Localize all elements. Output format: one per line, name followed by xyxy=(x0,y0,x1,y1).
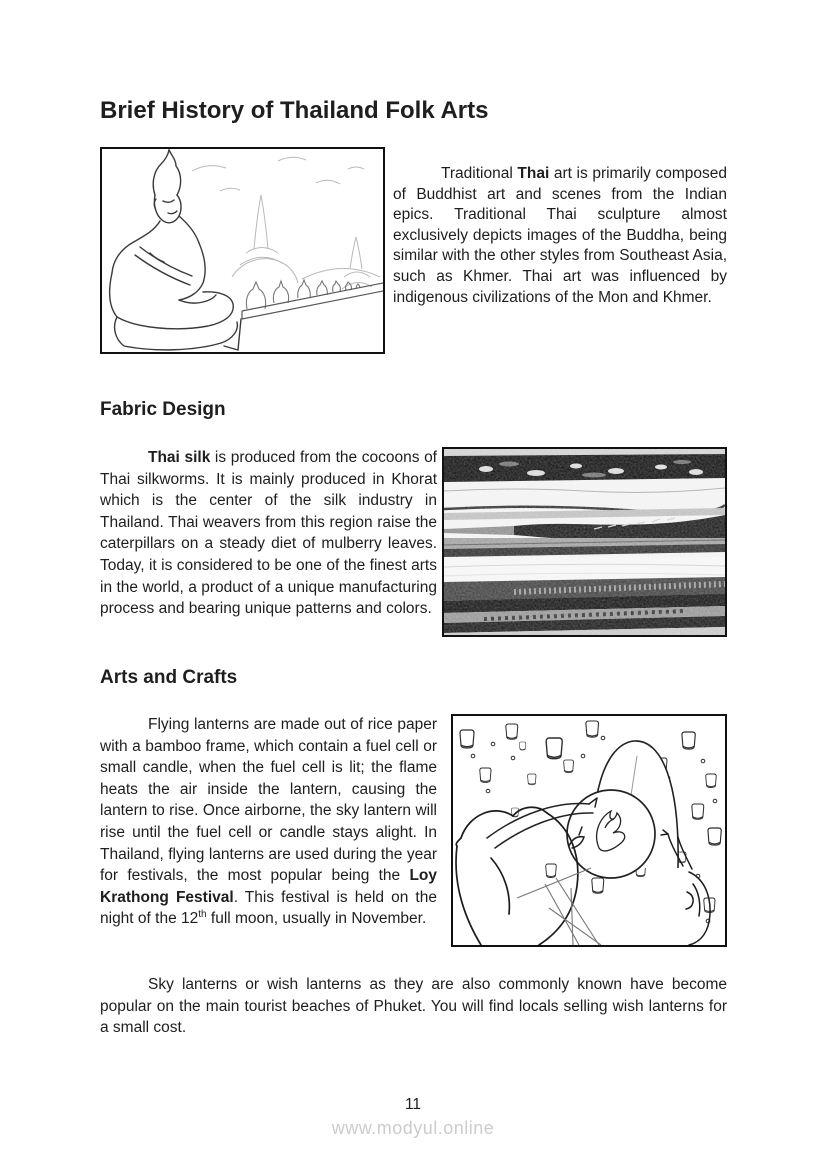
lantern-figure xyxy=(451,714,727,947)
page-number: 11 xyxy=(404,1096,422,1113)
arts-section xyxy=(100,714,727,947)
intro-text-1: Traditional xyxy=(441,165,518,182)
arts-text-1: Flying lanterns are made out of rice paper with a bamboo frame, which contain a fuel cell or small candle, when the fuel cell is lit; the flame heats the air inside the lantern, causing the lantern to rise. Once airborne, the sky lantern will rise until the fuel cell or candle stays alight. In Thailand, flying lanterns are used during the year for festivals, the most popular being the xyxy=(100,716,437,885)
section-heading-arts-and-crafts: Arts and Crafts xyxy=(100,667,238,688)
sky-lanterns-line-drawing xyxy=(453,716,725,945)
intro-text-2: art is primarily composed of Buddhist art and scenes from the Indian epics. Traditional Thai sculpture almost exclusively depicts images of the Buddha, being similar with the other styles from Southeast Asia, such as Khmer. Thai art was influenced by indigenous civilizations of the Mon and Khmer. xyxy=(393,165,727,306)
page-content xyxy=(100,0,727,1039)
arts-paragraph xyxy=(100,714,437,930)
page-footer xyxy=(0,1096,826,1139)
intro-paragraph xyxy=(393,164,727,308)
section-heading-fabric-design: Fabric Design xyxy=(100,399,226,420)
arts-text-3: full moon, usually in November. xyxy=(206,910,427,928)
intro-bold-thai: Thai xyxy=(517,165,550,182)
fabric-bold-thai-silk: Thai silk xyxy=(148,449,211,466)
watermark: www.modyul.online xyxy=(331,1118,495,1138)
fabric-paragraph xyxy=(100,447,437,620)
intro-section xyxy=(100,147,727,354)
buddha-line-drawing xyxy=(102,149,383,352)
page-title: Brief History of Thailand Folk Arts xyxy=(100,97,489,124)
fabric-section xyxy=(100,447,727,637)
fabric-text: is produced from the cocoons of Thai silkworms. It is mainly produced in Khorat which is the center of the silk industry in Thailand. Thai weavers from this region raise the caterpillars on a steady diet of mulberry leaves. Today, it is considered to be one of the finest arts in the world, a product of a unique manufacturing process and bearing unique patterns and colors. xyxy=(100,449,437,618)
arts-text-2: . This festival is held on the night of the 12 xyxy=(100,888,437,928)
buddha-figure xyxy=(100,147,385,354)
arts-bold-loy-krathong: Loy Krathong Festival xyxy=(100,867,437,906)
silk-fabric-image xyxy=(444,449,725,635)
arts-superscript-th: th xyxy=(198,909,207,921)
fabric-figure xyxy=(442,447,727,637)
closing-paragraph: Sky lanterns or wish lanterns as they are also commonly known have become popular on the main tourist beaches of Phuket. You will find locals selling wish lanterns for a small cost. xyxy=(100,976,727,1037)
